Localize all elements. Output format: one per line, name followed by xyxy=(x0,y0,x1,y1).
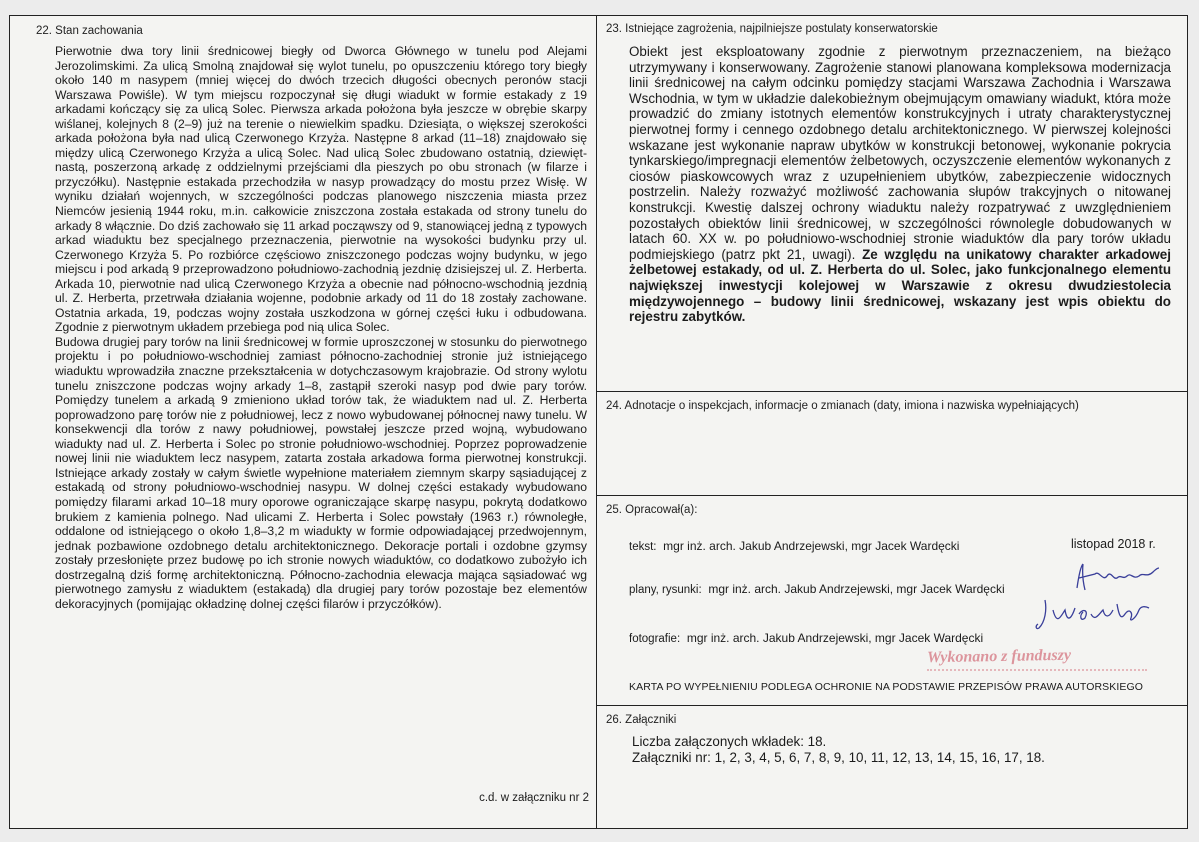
photos-authors: mgr inż. arch. Jakub Andrzejewski, mgr Jacek Wardęcki xyxy=(686,631,984,645)
threats-section xyxy=(596,15,1188,392)
signature-andrzejewski xyxy=(1073,560,1163,594)
date: listopad 2018 r. xyxy=(1071,537,1156,551)
text-authors: mgr inż. arch. Jakub Andrzejewski, mgr Jacek Wardęcki xyxy=(663,539,960,553)
photos-authors-row xyxy=(629,631,983,645)
section-25-heading: 25. Opracował(a): xyxy=(606,504,698,516)
section-23-text: Obiekt jest eksploatowany zgodnie z pierwotnym przeznaczeniem, na bieżąco utrzymywany i konserwowany. Zagrożenie stanowi planowana kompleksowa modernizacja linii średnicowej na całym odcinku pomiędzy stacjami Warszawa Zachodnia i Warszawa Wschodnia, w tym w układzie dalekobieżnym obejmującym omawiany wiadukt, która może prowadzić do zmiany istotnych elementów konstrukcyjnych i utraty charakterystycznej pierwotnej formy i cennego ozdobnego detalu architektonicznego. W pierwszej kolejności wskazane jest wykonanie napraw ubytków w konstrukcji betonowej, wykonanie pokrycia tynkarskiego/impregnacji elementów żelbetowych, oczyszczenie elementów wykonanych z ciosów piaskowcowych wraz z uzupełnieniem ubytków, zabezpieczenie widocznych postrzelin. Należy rozważyć możliwość zachowania słupów trakcyjnych o nitowanej konstrukcji. Kwestię dalszej ochrony wiaduktu należy rozpatrywać z uwzględnieniem pozostałych obiektów linii średnicowej, w szczególności równolegle dobudowanych w latach 60. XX w. po południowo-wschodniej stronie wiaduktów dla pary torów układu podmiejskiego (patrz pkt 21, uwagi). xyxy=(629,44,1171,262)
text-authors-row xyxy=(629,539,959,553)
section-23-heading: 23. Istniejące zagrożenia, najpilniejsze postulaty konserwatorskie xyxy=(606,23,938,35)
text-label: tekst: xyxy=(629,541,657,553)
funding-stamp-line xyxy=(927,669,1147,681)
attachments-list: Załączniki nr: 1, 2, 3, 4, 5, 6, 7, 8, 9, 10, 11, 12, 13, 14, 15, 16, 17, 18. xyxy=(632,750,1045,765)
prepared-by-section xyxy=(596,495,1188,706)
continuation-note: c.d. w załączniku nr 2 xyxy=(479,792,589,804)
section-22-paragraph-2: Budowa drugiej pary torów na linii średnicowej w formie uproszczonej w stosunku do pierwotnego projektu i po południowo-wschodniej zamiast północno-zachodniej stronie już istniejącego wiaduktu wprowadziła znaczne przekształcenia w dotychczasowym krajobrazie. Od strony wylotu tunelu zniszczone podczas wojny arkady 1–8, zastąpił szeroki nasyp pod dwie pary torów. Pomiędzy tunelem a arkadą 9 zmieniono układ torów tak, że wiaduktem nad ul. Z. Herberta poprowadzono parę torów nie z południowej, lecz z nowo wybudowanej północnej nawy tunelu. W konsekwencji dla torów z nawy południowej, powstałej jeszcze przed wojną, wybudowano wiadukty nad ul. Z. Herberta i Solec po stronie południowo-wschodniej. Poprzez poprowadzenie nowej linii nie wiaduktem lecz nasypem, zatarta została arkadowa forma pierwotnej konstrukcji. Istniejące arkady zostały w całym świetle wypełnione materiałem ziemnym skarpy sąsiadującej z estakadą od strony południowo-wschodniej nasypu. W dolnej części estakady wybudowano pomiędzy filarami arkad 10–18 mury oporowe ograniczające skarpę nasypu, pokrytą dodatkowo brukiem z kamienia polnego. Nad ulicami Z. Herberta i Solec powstały (1963 r.) równoległe, oddalone od istniejącego o około 1,8–3,2 m wiadukty w formie odpowiadającej przedwojennym, jednak pozbawione ozdobnego detalu architektonicznego. Dekoracje portali i ozdobne gzymsy zostały przesłonięte przez budowę po ich stronie nowych wiaduktów, co dodatkowo zubożyło ich dostrzegalną dziś formę architektoniczną. Północno-zachodnia elewacja mająca sąsiadować wg pierwotnego zamysłu z wiaduktem (estakadą) dla drugiej pary torów pozostaje bez elementów dekoracyjnych (pomijając okładzinę dolnej części filarów i przyczółków). xyxy=(55,334,587,611)
attachments-section xyxy=(596,705,1188,829)
plans-authors-row xyxy=(629,582,1005,596)
section-23-body xyxy=(629,44,1171,325)
attachments-count: Liczba załączonych wkładek: 18. xyxy=(632,734,827,749)
signature-wardecki xyxy=(1033,596,1153,632)
inspection-notes-section xyxy=(596,391,1188,496)
section-23-bold-text: Ze względu na unikatowy charakter arkadowej żelbetowej estakady, od ul. Z. Herberta do ul. Solec, jako funkcjonalnego elementu największej inwestycji kolejowej w Warszawie z okresu dwudziestolecia międzywojennego – budowy linii średnicowej, wskazany jest wpis obiektu do rejestru zabytków. xyxy=(629,246,1171,325)
section-24-heading: 24. Adnotacje o inspekcjach, informacje o zmianach (daty, imiona i nazwiska wypełniających) xyxy=(606,400,1079,412)
section-22-body xyxy=(55,44,587,611)
photos-label: fotografie: xyxy=(629,633,681,645)
plans-authors: mgr inż. arch. Jakub Andrzejewski, mgr Jacek Wardęcki xyxy=(708,582,1005,596)
copyright-notice: KARTA PO WYPEŁNIENIU PODLEGA OCHRONIE NA PODSTAWIE PRZEPISÓW PRAWA AUTORSKIEGO xyxy=(629,681,1144,693)
section-22-paragraph-1: Pierwotnie dwa tory linii średnicowej biegły od Dworca Głównego w tunelu pod Alejami Jerozolimskimi. Za ulicą Smolną znajdował się wylot tunelu, po opuszczeniu którego tory biegły około 140 m nasypem (mniej więcej do dwóch trzecich długości obecnych peronów stacji Warszawa Powiśle). W tym miejscu rozpoczynał się długi wiadukt w formie estakady z 19 arkadami kończący się za ulicą Solec. Pierwsza arkada położona była jeszcze w obrębie skarpy wiślanej, kolejnych 8 (2–9) już na terenie o niewielkim spadku. Dziesiąta, o większej szerokości arkada położona była nad ulicą Czerwonego Krzyża. Następne 8 arkad (11–18) znajdowało się między ulicą Czerwonego Krzyża a ulicą Solec. Nad ulicą Solec zbudowano ostatnią, dziewiętnastą, poszerzoną arkadę z oddzielnymi przejściami dla pieszych po obu stronach (w filarze i przyczółku). Następnie estakada przechodziła w nasyp prowadzący do mostu przez Wisłę. W wyniku działań wojennych, w szczególności podczas planowego niszczenia miasta przez Niemców jesienią 1944 roku, m.in. całkowicie zniszczona została estakada od strony tunelu do arkady 8 włącznie. Do dziś zachowało się 11 arkad począwszy od 9, stanowiącej jedną z typowych arkad wiaduktu bez specjalnego przeznaczenia, pierwotnie na wysokości budynku przy ul. Czerwonego Krzyża 5. Po rozbiórce częściowo zniszczonego podczas wojny budynku, w jego miejscu i pod arkadą 9 przeprowadzono południowo-zachodnią jezdnię dzisiejszej ul. Z. Herberta. Arkada 10, pierwotnie nad ulicą Czerwonego Krzyża a obecnie nad północno-wschodnią jezdnią ul. Z. Herberta, przetrwała działania wojenne, podobnie arkady od 11 do 18 zostały zachowane. Ostatnia arkada, 19, podczas wojny została uszkodzona w górnej części łuku i odbudowana. Zgodnie z pierwotnym układem przebiega pod nią ulica Solec. xyxy=(55,44,587,335)
attachments-body xyxy=(632,734,1045,766)
section-22-heading: 22. Stan zachowania xyxy=(36,25,143,37)
section-26-heading: 26. Załączniki xyxy=(606,714,677,726)
state-of-preservation-section xyxy=(9,15,597,829)
funding-stamp: Wykonano z funduszy xyxy=(926,646,1072,667)
plans-label: plany, rysunki: xyxy=(629,584,702,596)
